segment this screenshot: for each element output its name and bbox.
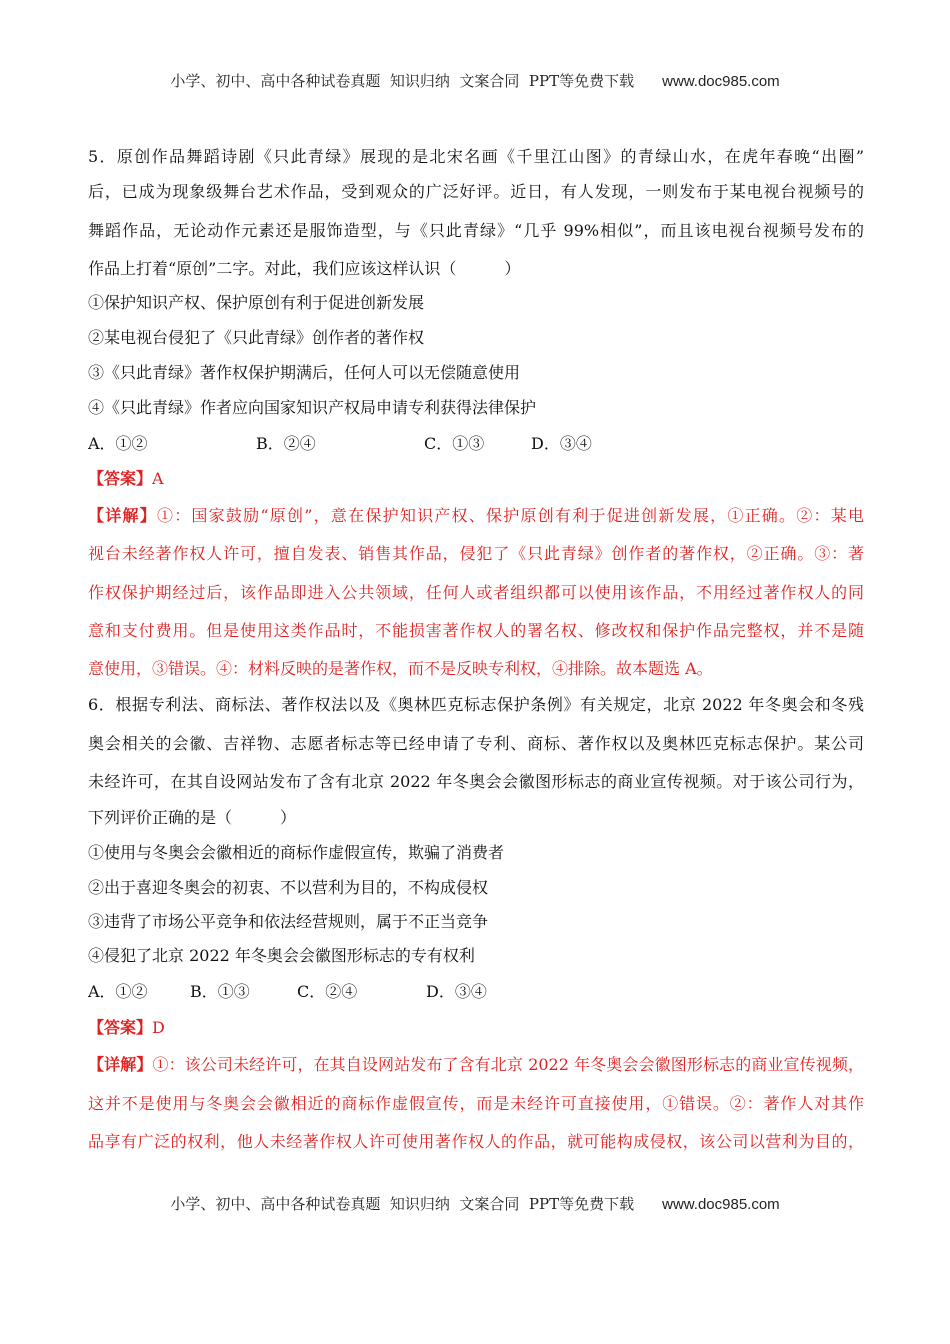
q6-detail-line-3: 品享有广泛的权利，他人未经著作权人许可使用著作权人的作品，就可能构成侵权，该公司以营利为目的， — [88, 1132, 864, 1151]
q6-answer-label: 【答案】 — [88, 1018, 153, 1037]
q5-detail-line-3: 作权保护期经过后，该作品即进入公共领域，任何人或者组织都可以使用该作品，不用经过著作权人的同 — [88, 583, 864, 602]
q6-item-2: ②出于喜迎冬奥会的初衷、不以营利为目的，不构成侵权 — [88, 878, 489, 897]
q5-detail-line-1 — [88, 506, 864, 526]
q6-stem-line-2: 奥会相关的会徽、吉祥物、志愿者标志等已经申请了专利、商标、著作权以及奥林匹克标志保护。某公司 — [88, 734, 864, 753]
q5-detail-text-1: ①：国家鼓励“原创”，意在保护知识产权、保护原创有利于促进创新发展，①正确。②：某电 — [156, 506, 864, 525]
header-text: 小学、初中、高中各种试卷真题 知识归纳 文案合同 PPT等免费下载 — [170, 72, 635, 90]
header-url[interactable]: www.doc985.com — [662, 73, 780, 90]
q5-stem-line-3: 舞蹈作品，无论动作元素还是服饰造型，与《只此青绿》“几乎 99%相似”，而且该电视台视频号发布的 — [88, 221, 864, 240]
q5-detail-line-5: 意使用，③错误。④：材料反映的是著作权，而不是反映专利权，④排除。故本题选 A。 — [88, 659, 713, 678]
q6-stem-line-4: 下列评价正确的是（ ） — [88, 808, 297, 827]
q6-detail-line-2: 这并不是使用与冬奥会会徽相近的商标作虚假宣传，而是未经许可直接使用，①错误。②：著作人对其作 — [88, 1094, 864, 1113]
q6-detail-text-1: ①：该公司未经许可，在其自设网站发布了含有北京 2022 年冬奥会会徽图形标志的商业宣传视频， — [152, 1055, 864, 1074]
q5-option-c: C．①③ — [424, 434, 485, 453]
q6-option-b: B．①③ — [190, 982, 250, 1001]
footer-text: 小学、初中、高中各种试卷真题 知识归纳 文案合同 PPT等免费下载 — [170, 1195, 635, 1213]
q5-detail-line-2: 视台未经著作权人许可，擅自发表、销售其作品，侵犯了《只此青绿》创作者的著作权，②正确。③：著 — [88, 544, 864, 563]
q5-options — [88, 434, 864, 454]
q5-option-a: A．①② — [88, 434, 148, 453]
q6-answer — [88, 1018, 864, 1038]
q5-stem-line-4: 作品上打着“原创”二字。对此，我们应该这样认识（ ） — [88, 259, 521, 278]
page-header — [0, 70, 950, 91]
q5-detail-line-4: 意和支付费用。但是使用这类作品时，不能损害著作权人的署名权、修改权和保护作品完整权，并不是随 — [88, 621, 864, 640]
q5-item-1: ①保护知识产权、保护原创有利于促进创新发展 — [88, 293, 425, 312]
q6-detail-label: 【详解】 — [88, 1055, 153, 1074]
q6-detail-line-1 — [88, 1055, 864, 1075]
q6-item-1: ①使用与冬奥会会徽相近的商标作虚假宣传，欺骗了消费者 — [88, 843, 505, 862]
q5-detail-label: 【详解】 — [88, 506, 157, 525]
footer-url[interactable]: www.doc985.com — [662, 1196, 780, 1213]
q5-option-d: D．③④ — [531, 434, 592, 453]
q6-option-c: C．②④ — [297, 982, 358, 1001]
q6-answer-value: D — [152, 1018, 165, 1037]
q5-item-2: ②某电视台侵犯了《只此青绿》创作者的著作权 — [88, 328, 425, 347]
q6-options — [88, 982, 864, 1002]
q6-option-a: A．①② — [88, 982, 148, 1001]
q5-answer-value: A — [152, 469, 164, 488]
q6-stem-line-3: 未经许可，在其自设网站发布了含有北京 2022 年冬奥会会徽图形标志的商业宣传视频。对于该公司行为， — [88, 772, 864, 791]
q6-item-4: ④侵犯了北京 2022 年冬奥会会徽图形标志的专有权利 — [88, 946, 475, 965]
q6-stem-line-1: 6．根据专利法、商标法、著作权法以及《奥林匹克标志保护条例》有关规定，北京 2022 年冬奥会和冬残 — [88, 695, 864, 714]
q6-item-3: ③违背了市场公平竞争和依法经营规则，属于不正当竞争 — [88, 912, 489, 931]
q5-answer-label: 【答案】 — [88, 469, 153, 488]
q5-answer — [88, 469, 864, 489]
q5-stem-line-2: 后，已成为现象级舞台艺术作品，受到观众的广泛好评。近日，有人发现，一则发布于某电视台视频号的 — [88, 182, 864, 201]
q6-option-d: D．③④ — [426, 982, 487, 1001]
q5-stem-line-1: 5．原创作品舞蹈诗剧《只此青绿》展现的是北宋名画《千里江山图》的青绿山水，在虎年春晚“出圈” — [88, 147, 864, 166]
q5-option-b: B．②④ — [256, 434, 316, 453]
q5-item-3: ③《只此青绿》著作权保护期满后，任何人可以无偿随意使用 — [88, 363, 521, 382]
q5-item-4: ④《只此青绿》作者应向国家知识产权局申请专利获得法律保护 — [88, 398, 537, 417]
page-footer — [0, 1193, 950, 1214]
